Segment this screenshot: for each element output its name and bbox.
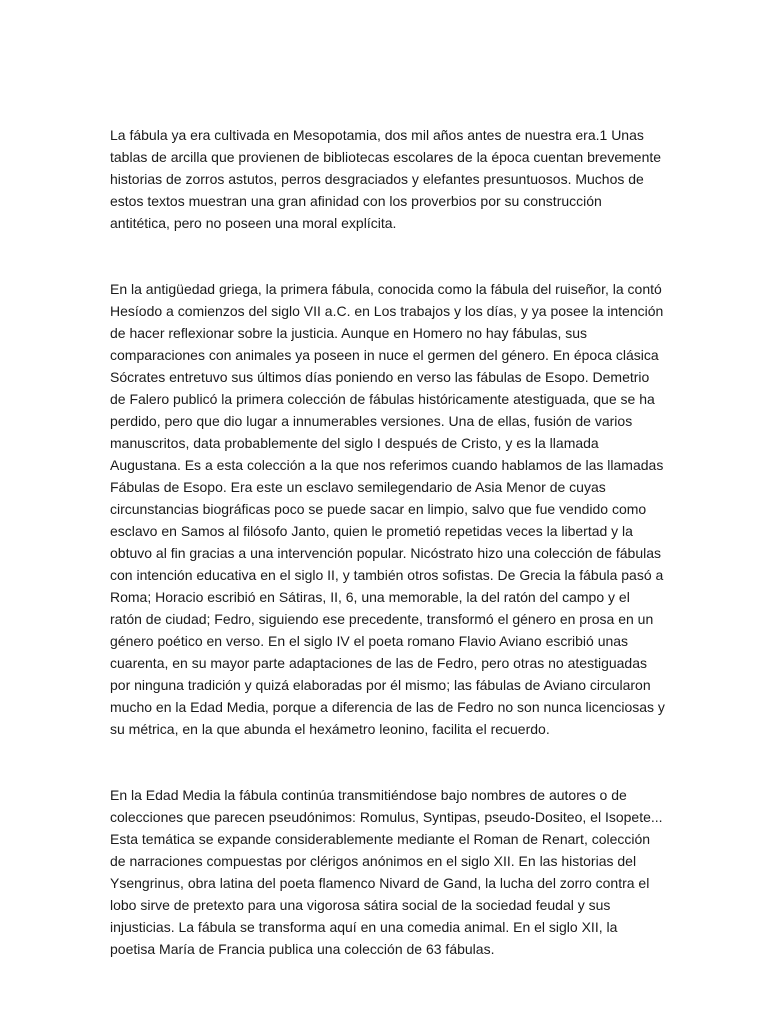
paragraph-edad-media: En la Edad Media la fábula continúa transmitiéndose bajo nombres de autores o de colecciones que parecen pseudónimos: Romulus, Syntipas, pseudo-Dositeo, el Isopete... Esta temática se expande considerablemente mediante el Roman de Renart, colección de narraciones compuestas por clérigos anónimos en el siglo XII. En las historias del Ysengrinus, obra latina del poeta flamenco Nivard de Gand, la lucha del zorro contra el lobo sirve de pretexto para una vigorosa sátira social de la sociedad feudal y sus injusticias. La fábula se transforma aquí en una comedia animal. En el siglo XII, la poetisa María de Francia publica una colección de 63 fábulas. (110, 787, 663, 957)
paragraph-antiguedad-griega: En la antigüedad griega, la primera fábula, conocida como la fábula del ruiseñor, la contó Hesíodo a comienzos del siglo VII a.C. en Los trabajos y los días, y ya posee la intención de hacer reflexionar sobre la justicia. Aunque en Homero no hay fábulas, sus comparaciones con animales ya poseen in nuce el germen del género. En época clásica Sócrates entretuvo sus últimos días poniendo en verso las fábulas de Esopo. Demetrio de Falero publicó la primera colección de fábulas históricamente atestiguada, que se ha perdido, pero que dio lugar a innumerables versiones. Una de ellas, fusión de varios manuscritos, data probablemente del siglo I después de Cristo, y es la llamada Augustana. Es a esta colección a la que nos referimos cuando hablamos de las llamadas Fábulas de Esopo. Era este un esclavo semilegendario de Asia Menor de cuyas circunstancias biográficas poco se puede sacar en limpio, salvo que fue vendido como esclavo en Samos al filósofo Janto, quien le prometió repetidas veces la libertad y la obtuvo al fin gracias a una intervención popular. Nicóstrato hizo una colección de fábulas con intención educativa en el siglo II, y también otros sofistas. De Grecia la fábula pasó a Roma; Horacio escribió en Sátiras, II, 6, una memorable, la del ratón del campo y el ratón de ciudad; Fedro, siguiendo ese precedente, transformó el género en prosa en un género poético en verso. En el siglo IV el poeta romano Flavio Aviano escribió unas cuarenta, en su mayor parte adaptaciones de las de Fedro, pero otras no atestiguadas por ninguna tradición y quizá elaboradas por él mismo; las fábulas de Aviano circularon mucho en la Edad Media, porque a diferencia de las de Fedro no son nunca licenciosas y su métrica, en la que abunda el hexámetro leonino, facilita el recuerdo. (110, 281, 665, 737)
document-page (110, 124, 665, 960)
paragraph-mesopotamia: La fábula ya era cultivada en Mesopotamia, dos mil años antes de nuestra era.1 Unas tablas de arcilla que provienen de bibliotecas escolares de la época cuentan brevemente historias de zorros astutos, perros desgraciados y elefantes presuntuosos. Muchos de estos textos muestran una gran afinidad con los proverbios por su construcción antitética, pero no poseen una moral explícita. (110, 127, 662, 231)
